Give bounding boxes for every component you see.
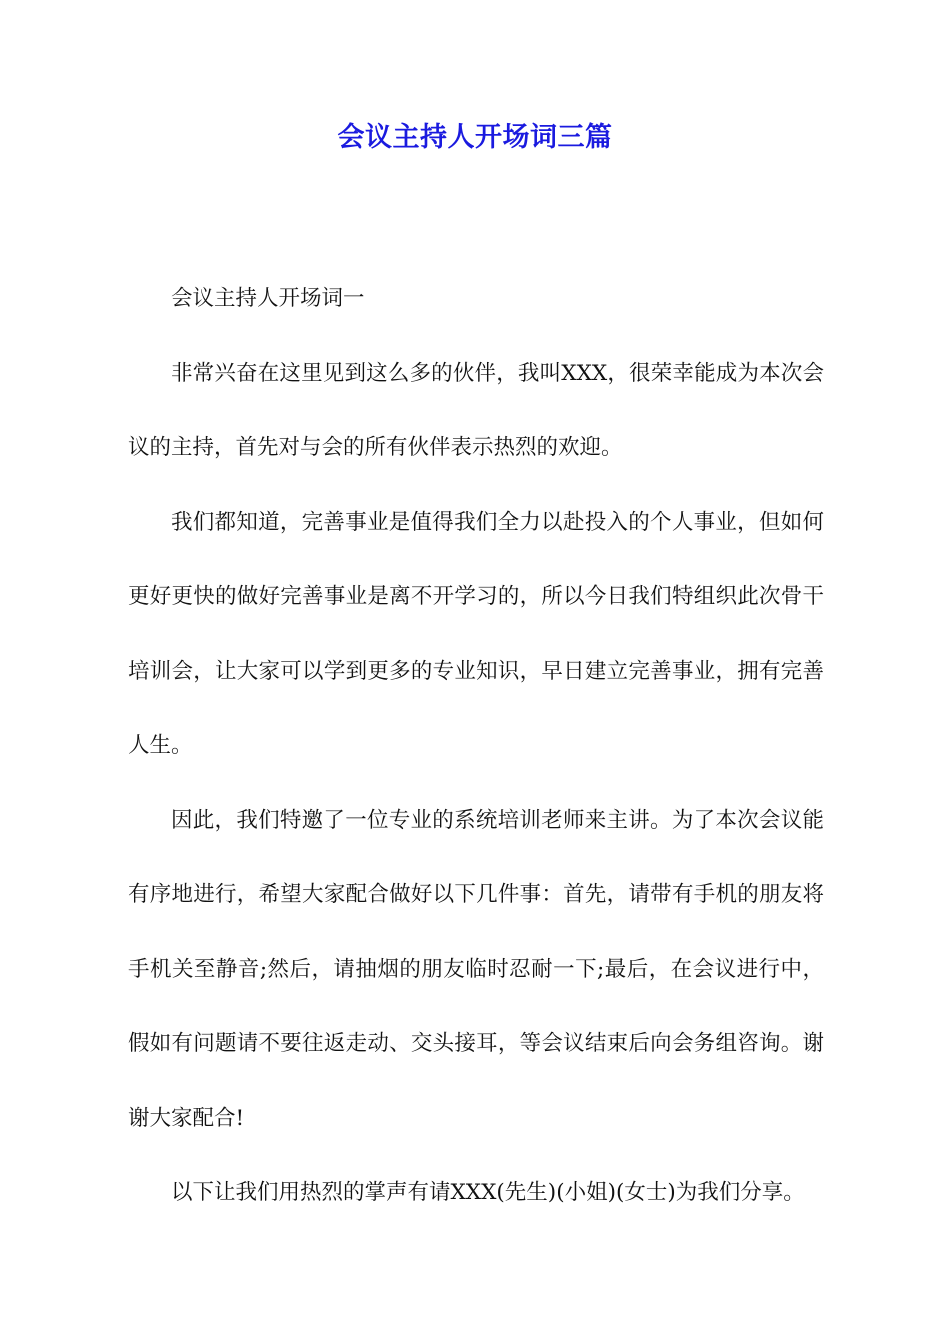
- paragraph: 我们都知道，完善事业是值得我们全力以赴投入的个人事业，但如何更好更快的做好完善事业是离不开学习的，所以今日我们特组织此次骨干培训会，让大家可以学到更多的专业知识，早日建立完善事业，拥有完善人生。: [128, 509, 824, 758]
- paragraph: 非常兴奋在这里见到这么多的伙伴，我叫XXX，很荣幸能成为本次会议的主持，首先对与会的所有伙伴表示热烈的欢迎。: [128, 360, 824, 460]
- paragraph: 因此，我们特邀了一位专业的系统培训老师来主讲。为了本次会议能有序地进行，希望大家配合做好以下几件事：首先，请带有手机的朋友将手机关至静音;然后，请抽烟的朋友临时忍耐一下;最后，在会议进行中，假如有问题请不要往返走动、交头接耳，等会议结束后向会务组咨询。谢谢大家配合!: [128, 807, 824, 1131]
- paragraph: 以下让我们用热烈的掌声有请XXX(先生)(小姐)(女士)为我们分享。: [171, 1180, 805, 1205]
- document-body: [128, 262, 824, 1231]
- section-heading: 会议主持人开场词一: [171, 286, 365, 311]
- document-title: 会议主持人开场词三篇: [337, 122, 613, 153]
